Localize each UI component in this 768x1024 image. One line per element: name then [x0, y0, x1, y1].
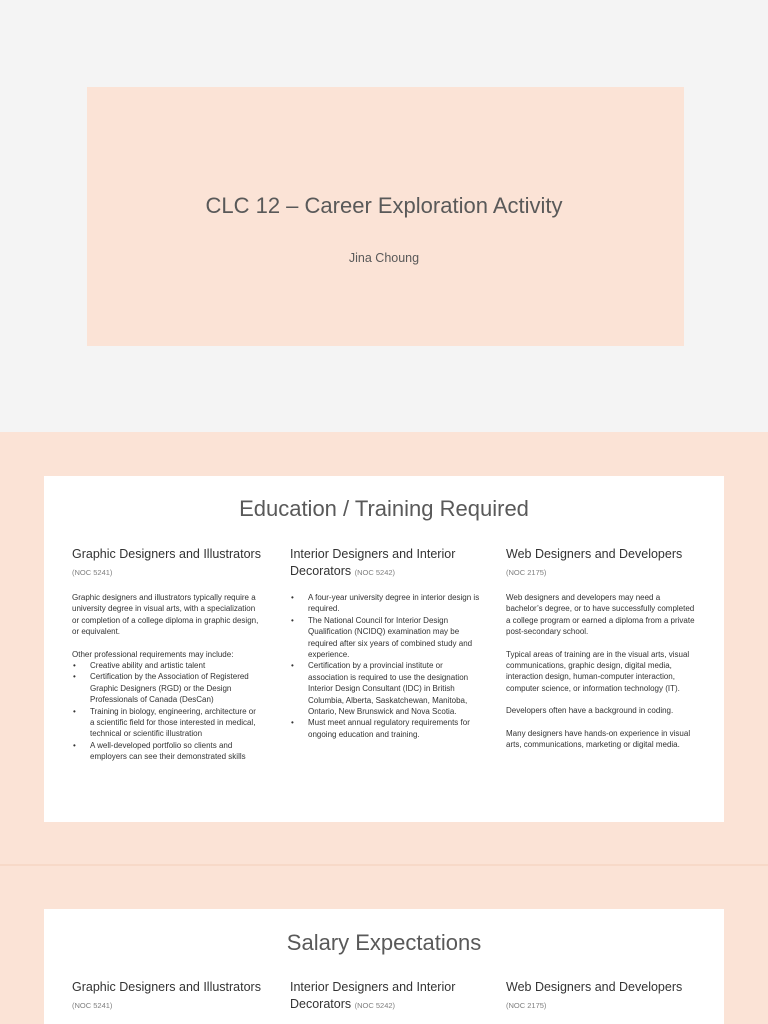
- paragraph: Typical areas of training are in the visual arts, visual communications, graphic design, digital media, interaction design, human-computer interaction, computer science, or information technology (IT).: [506, 649, 690, 693]
- list-item: • Creative ability and artistic talent: [72, 660, 262, 671]
- list-intro: Other professional requirements may include:: [72, 649, 234, 659]
- noc-code: (NOC 5241): [72, 568, 113, 577]
- column-web-designers: [506, 546, 696, 761]
- column-title: [72, 979, 262, 1015]
- list-item: • The National Council for Interior Design Qualification (NCIDQ) examination may be required after six years of combined study and experience.: [290, 615, 480, 661]
- noc-code: (NOC 2175): [506, 1001, 547, 1010]
- title-slide: [0, 0, 768, 432]
- column-body: [506, 592, 696, 750]
- paragraph: Web designers and developers may need a bachelor’s degree, or to have successfully completed a college program or earned a diploma from a private post-secondary school.: [506, 593, 695, 637]
- column-title-text: Graphic Designers and Illustrators: [72, 547, 261, 561]
- salary-heading: Salary Expectations: [286, 930, 482, 955]
- slide-title: CLC 12 – Career Exploration Activity: [205, 193, 563, 218]
- slide-subtitle-author: Jina Choung: [348, 251, 420, 265]
- column-graphic-designers: [72, 546, 262, 763]
- column-title-text: Interior Designers and Interior Decorators: [290, 547, 456, 578]
- salary-card: [44, 909, 724, 1024]
- column-title-text: Graphic Designers and Illustrators: [72, 980, 261, 994]
- column-title-text: Web Designers and Developers: [506, 547, 683, 561]
- noc-code: (NOC 5241): [72, 1001, 113, 1010]
- salary-slide: [0, 866, 768, 1024]
- column-title-text: Interior Designers and Interior Decorators: [290, 980, 456, 1011]
- column-title: [506, 979, 696, 1015]
- column-title: [290, 979, 480, 1015]
- list-item: • A well-developed portfolio so clients and employers can see their demonstrated skills: [72, 740, 262, 763]
- column-body: [290, 592, 480, 740]
- column-interior-designers: [290, 546, 480, 740]
- noc-code: (NOC 2175): [506, 568, 547, 577]
- noc-code: (NOC 5242): [354, 568, 396, 577]
- list-item: • Must meet annual regulatory requirements for ongoing education and training.: [290, 717, 480, 740]
- column-title: [72, 546, 262, 582]
- column-title: [506, 546, 696, 582]
- column-interior-designers: [290, 979, 480, 1015]
- paragraph: Developers often have a background in coding.: [506, 706, 674, 716]
- column-graphic-designers: [72, 979, 262, 1015]
- list-item: • Certification by the Association of Registered Graphic Designers (RGD) or the Design Professionals of Canada (DesCan): [72, 671, 262, 705]
- education-heading: Education / Training Required: [239, 496, 529, 521]
- column-web-designers: [506, 979, 696, 1015]
- requirements-list: [290, 592, 480, 740]
- paragraph: Many designers have hands-on experience in visual arts, communications, marketing or digital media.: [506, 728, 691, 750]
- education-slide: [0, 432, 768, 864]
- noc-code: (NOC 5242): [354, 1001, 396, 1010]
- list-item: • Training in biology, engineering, architecture or a scientific field for those interested in medical, technical or scientific illustration: [72, 706, 262, 740]
- column-title-text: Web Designers and Developers: [506, 980, 683, 994]
- education-card: [44, 476, 724, 822]
- column-body: [72, 592, 262, 763]
- list-item: • A four-year university degree in interior design is required.: [290, 592, 480, 615]
- list-item: • Certification by a provincial institute or association is required to use the designation Interior Design Consultant (IDC) in British Columbia, Alberta, Saskatchewan, Manitoba, Ontario, New Brunswick and Nova Scotia.: [290, 660, 480, 717]
- requirements-list: [72, 660, 262, 763]
- column-title: [290, 546, 480, 582]
- intro-paragraph: Graphic designers and illustrators typically require a university degree in visual arts, with a specialization or completion of a college diploma in graphic design, or equivalent.: [72, 593, 259, 637]
